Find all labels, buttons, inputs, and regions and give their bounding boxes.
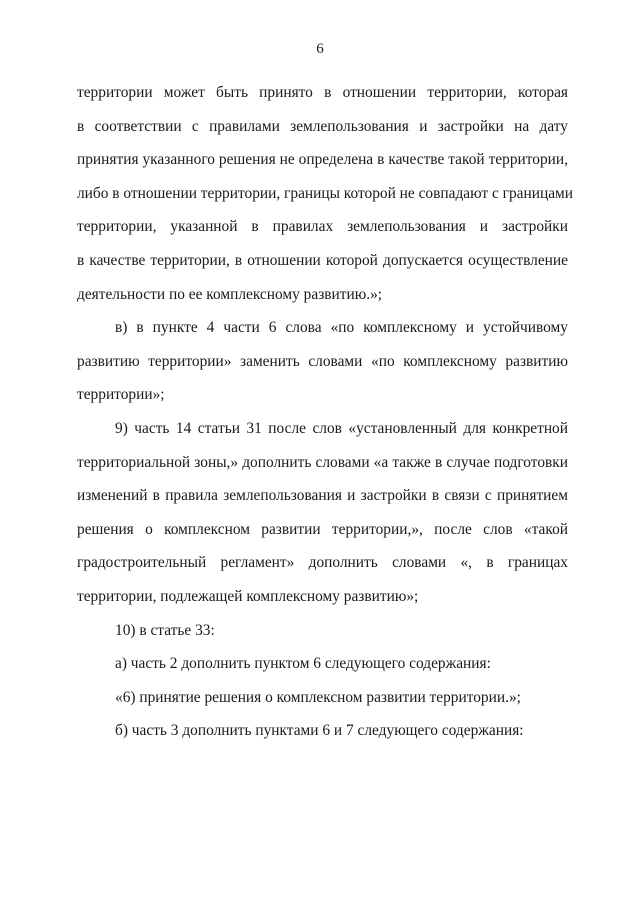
- text-line: принятия указанного решения не определена в качестве такой территории,: [77, 151, 568, 169]
- paragraph-item-10: [77, 614, 568, 648]
- text-line: 10) в статье 33:: [115, 621, 215, 639]
- text-line: территории может быть принято в отношении территории, которая: [77, 84, 568, 101]
- paragraph-item-10-b: [77, 714, 568, 748]
- text-line: б) часть 3 дополнить пунктами 6 и 7 следующего содержания:: [115, 722, 524, 740]
- text-line: градостроительный регламент» дополнить словами «, в границах: [77, 554, 568, 572]
- text-line: изменений в правила землепользования и застройки в связи с принятием: [77, 487, 568, 505]
- paragraph-item-v: [77, 311, 568, 412]
- text-line: развитию территории» заменить словами «по комплексному развитию: [77, 352, 568, 370]
- text-line: территориальной зоны,» дополнить словами «а также в случае подготовки: [77, 453, 568, 471]
- text-line: в соответствии с правилами землепользования и застройки на дату: [77, 117, 568, 135]
- text-line: территории, указанной в правилах землепользования и застройки: [77, 218, 568, 236]
- page-number: 6: [316, 41, 324, 57]
- paragraph-item-9: [77, 412, 568, 614]
- paragraph-item-10-a: [77, 647, 568, 681]
- text-line: деятельности по ее комплексному развитию.»;: [77, 285, 383, 303]
- text-line: территории, подлежащей комплексному развитию»;: [77, 587, 419, 605]
- text-line: «6) принятие решения о комплексном развитии территории.»;: [115, 688, 521, 706]
- text-line: решения о комплексном развитии территории,», после слов «такой: [77, 520, 568, 538]
- document-body: [77, 76, 574, 748]
- paragraph-continuation: [77, 76, 574, 311]
- text-line: территории»;: [77, 386, 165, 404]
- text-line: в) в пункте 4 части 6 слова «по комплексному и устойчивому: [115, 319, 568, 337]
- text-line: 9) часть 14 статьи 31 после слов «установленный для конкретной: [115, 419, 568, 437]
- paragraph-item-10-quote: [77, 681, 568, 715]
- text-line: а) часть 2 дополнить пунктом 6 следующего содержания:: [115, 655, 491, 673]
- text-line: либо в отношении территории, границы которой не совпадают с границами: [77, 184, 574, 202]
- text-line: в качестве территории, в отношении которой допускается осуществление: [77, 251, 568, 269]
